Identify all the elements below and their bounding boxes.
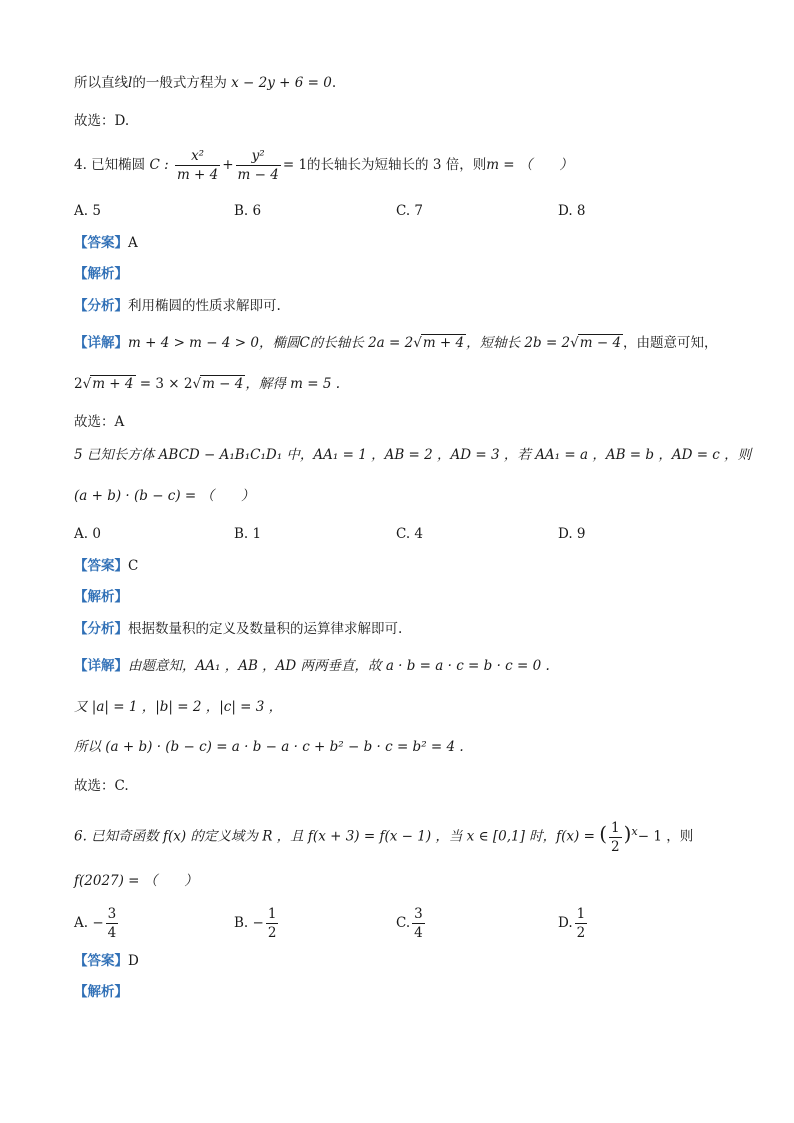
denominator: 2 [267,925,277,941]
answer-line [74,556,138,576]
text: 的长轴长为短轴长的 3 倍，则 [307,157,487,173]
xiangjie-line-2 [74,697,282,717]
fraction [236,147,281,184]
denominator: m − 4 [237,167,279,183]
option-d: D. 9 [558,526,586,542]
fraction [266,905,279,942]
text: . [331,75,337,91]
xiangjie-tag: 【详解】 [74,658,128,674]
text: ，短轴长 2b = 2 [466,335,571,351]
paren-close: ) [623,821,632,846]
text: m + 4 > m − 4 > 0，椭圆 [128,335,300,351]
option-c: C. 4 [396,526,424,542]
denominator: 4 [107,925,117,941]
text: AA₁ = a ，AB = b ，AD = c ，则 [535,447,752,463]
denominator: m + 4 [176,167,219,183]
xiangjie-line-1 [74,333,718,353]
equation: f(2027) = （ ） [74,873,198,889]
line-choose-a: 故选：A [74,414,125,430]
fraction [609,819,622,856]
analysis-tag: 【解析】 [74,266,128,282]
equation: x − 2y + 6 = 0 [231,75,332,91]
sqrt: √ [192,376,202,392]
radicand: m − 4 [579,335,622,351]
xiangjie-line-3 [74,737,464,757]
option-b: B. 6 [234,203,262,219]
question-6-stem [74,812,694,855]
option-label: A. − [74,915,104,931]
option-c [396,905,427,942]
text: = 3 × 2 [135,376,193,392]
text: 5 已知长方体 ABCD − A₁B₁C₁D₁ 中，AA₁ = 1 ，AB = 2 ，AD = 3 ，若 [74,447,531,463]
text: ，解得 m = 5 . [245,376,341,392]
denominator: 2 [611,838,620,855]
denominator: 2 [576,925,586,941]
answer-line [74,233,138,253]
fenxi-tag: 【分析】 [74,298,128,314]
plus: + [222,157,234,173]
text: 6. 已知奇函数 f(x) 的定义域为 R ，且 f(x + 3) = f(x − 1) ，当 x ∈ [0,1] 时，f(x) = [74,828,595,845]
sqrt: √ [82,376,92,392]
option-b [234,905,280,942]
answer-tag: 【答案】 [74,953,128,969]
analysis-line [74,982,128,1002]
radicand: m + 4 [92,376,134,392]
text: − 1 ，则 [637,828,694,845]
text: 由题意知，AA₁ ，AB ，AD 两两垂直，故 a · b = a · c = b · c = 0 . [128,658,550,674]
option-b: B. 1 [234,526,262,542]
question-6-line-2 [74,871,198,891]
text: 的长轴长 2a = 2 [309,335,414,351]
option-d: D. 8 [558,203,586,219]
text: 2 [74,376,83,392]
var-l: l [128,75,133,91]
analysis-tag: 【解析】 [74,589,128,605]
option-a: A. 5 [74,203,101,219]
answer-line [74,951,139,971]
text: 根据数量积的定义及数量积的运算律求解即可. [128,621,403,637]
line-conclusion [74,73,336,93]
text: m = （ ） [486,157,573,173]
question-5-expr [74,486,255,506]
equation: (a + b) · (b − c) = （ ） [74,488,255,504]
sqrt: √ [570,335,579,351]
fraction [412,905,425,942]
fenxi-line [74,296,281,316]
option-label: B. − [234,915,264,931]
numerator: 1 [576,906,586,922]
text: 利用椭圆的性质求解即可. [128,298,281,314]
numerator: 3 [107,906,117,922]
question-4-stem [74,145,573,185]
numerator: x² [175,147,220,166]
answer-value: A [128,235,138,251]
option-label: C. [396,915,411,931]
radicand: m + 4 [422,335,465,351]
text: 又 |a| = 1 ，|b| = 2 ，|c| = 3 ， [74,699,283,715]
answer-value: C [128,558,139,574]
denominator: 4 [414,925,423,941]
fenxi-tag: 【分析】 [74,621,128,637]
line-choose-c: 故选：C. [74,778,129,794]
xiangjie-line-2 [74,374,340,394]
answer-tag: 【答案】 [74,558,128,574]
exponent: x [631,825,638,838]
option-label: D. [558,915,573,931]
option-a: A. 0 [74,526,101,542]
xiangjie-line-1 [74,656,550,676]
fenxi-line [74,619,402,639]
text: 的一般式方程为 [132,75,227,91]
var-C: C : [149,157,169,173]
text: 所以直线 [74,75,128,91]
radicand: m − 4 [202,376,244,392]
option-c: C. 7 [396,203,424,219]
numerator: 1 [267,906,277,922]
analysis-tag: 【解析】 [74,984,128,1000]
line-choose-d: 故选：D. [74,113,130,129]
option-a [74,905,120,942]
equals: = 1 [282,157,308,173]
fraction [575,905,588,942]
option-d [558,905,589,942]
fraction [106,905,119,942]
var-C: C [299,335,310,351]
sqrt: √ [413,335,422,351]
text: 所以 (a + b) · (b − c) = a · b − a · c + b² − b · c = b² = 4 . [74,739,464,755]
numerator: y² [236,147,281,166]
question-5-stem [74,445,751,465]
numerator: 1 [611,819,620,836]
xiangjie-tag: 【详解】 [74,335,128,351]
analysis-line [74,264,128,284]
numerator: 3 [414,906,423,922]
paren-open: ( [599,821,608,846]
text: 4. 已知椭圆 [74,157,146,173]
fraction [175,147,220,184]
answer-tag: 【答案】 [74,235,128,251]
analysis-line [74,587,128,607]
text: ，由题意可知， [623,335,718,351]
answer-value: D [128,953,139,969]
